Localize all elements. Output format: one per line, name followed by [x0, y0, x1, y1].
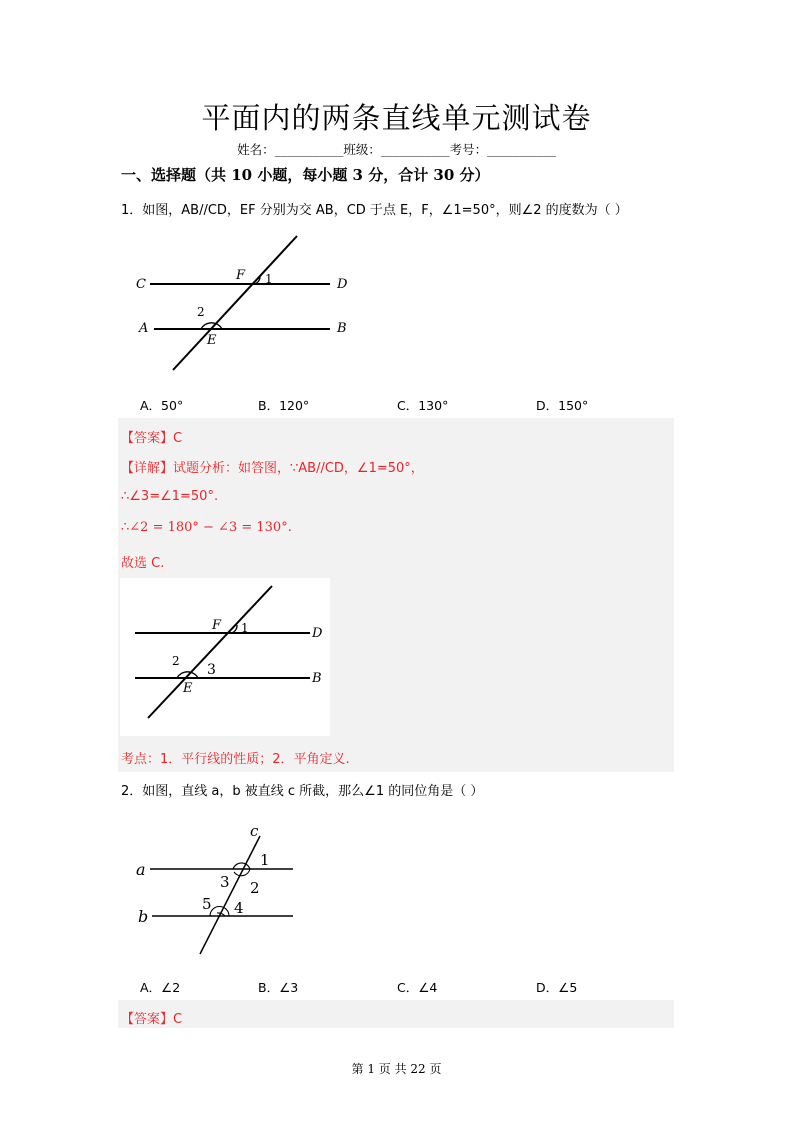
- answer-label-e: E: [183, 681, 193, 696]
- answer-label-f: F: [212, 618, 222, 633]
- q1-detail: 【详解】试题分析：如答图，∵AB//CD，∠1=50°，: [121, 461, 424, 476]
- section-heading: 一、选择题（共 10 小题，每小题 3 分，合计 30 分）: [121, 166, 490, 184]
- q1-answer-box: [118, 418, 674, 772]
- q2-option-b[interactable]: B．∠3: [258, 980, 299, 995]
- label-e: E: [207, 333, 217, 348]
- student-info-line: 姓名：___________班级：___________考号：___________: [237, 142, 556, 157]
- question-2-text: 2．如图，直线 a，b 被直线 c 所截，那么∠1 的同位角是（ ）: [121, 784, 484, 799]
- q1-step-1: ∴∠3=∠1=50°.: [121, 489, 219, 504]
- q2-answer: 【答案】C: [121, 1012, 183, 1027]
- label-b: B: [337, 321, 347, 336]
- label-a: A: [139, 321, 149, 336]
- label-f: F: [236, 268, 246, 283]
- label-d: D: [337, 277, 348, 292]
- answer-label-angle-3: 3: [207, 662, 216, 678]
- label-angle-2: 2: [197, 305, 205, 319]
- q2-answer-box: [118, 1000, 674, 1028]
- label-angle-1: 1: [265, 272, 273, 286]
- answer-label-b: B: [312, 671, 322, 686]
- label-q2-angle-4: 4: [234, 899, 244, 917]
- label-line-c: c: [250, 822, 259, 840]
- q1-kaodian: 考点：1．平行线的性质；2．平角定义.: [121, 752, 350, 767]
- answer-label-d: D: [312, 626, 323, 641]
- label-c: C: [136, 277, 146, 292]
- label-q2-angle-3: 3: [220, 873, 230, 891]
- label-q2-angle-1: 1: [260, 851, 270, 869]
- q1-option-a[interactable]: A．50°: [140, 398, 184, 413]
- q1-option-d[interactable]: D．150°: [536, 398, 589, 413]
- page-footer: 第 1 页 共 22 页: [351, 1062, 442, 1076]
- label-line-b: b: [138, 907, 149, 926]
- q2-option-a[interactable]: A．∠2: [140, 980, 181, 995]
- answer-label-angle-2: 2: [172, 654, 180, 668]
- label-line-a: a: [136, 860, 146, 879]
- answer-label-angle-1: 1: [241, 621, 249, 635]
- question-2-figure: [130, 822, 305, 960]
- question-1-figure: [130, 232, 360, 374]
- question-1-text: 1．如图，AB//CD，EF 分别为交 AB，CD 于点 E，F，∠1=50°，则∠2 的度数为（ ）: [121, 203, 628, 218]
- label-q2-angle-2: 2: [250, 879, 260, 897]
- q1-answer-figure: [120, 578, 330, 736]
- q2-option-d[interactable]: D．∠5: [536, 980, 578, 995]
- q1-option-b[interactable]: B．120°: [258, 398, 310, 413]
- page-title: 平面内的两条直线单元测试卷: [201, 101, 592, 135]
- q1-option-c[interactable]: C．130°: [397, 398, 449, 413]
- q2-option-c[interactable]: C．∠4: [397, 980, 438, 995]
- label-q2-angle-5: 5: [202, 895, 212, 913]
- q1-choice: 故选 C.: [121, 556, 165, 571]
- q1-answer: 【答案】C: [121, 431, 183, 446]
- q1-step-2: ∴∠2 = 180° − ∠3 = 130°.: [121, 520, 292, 535]
